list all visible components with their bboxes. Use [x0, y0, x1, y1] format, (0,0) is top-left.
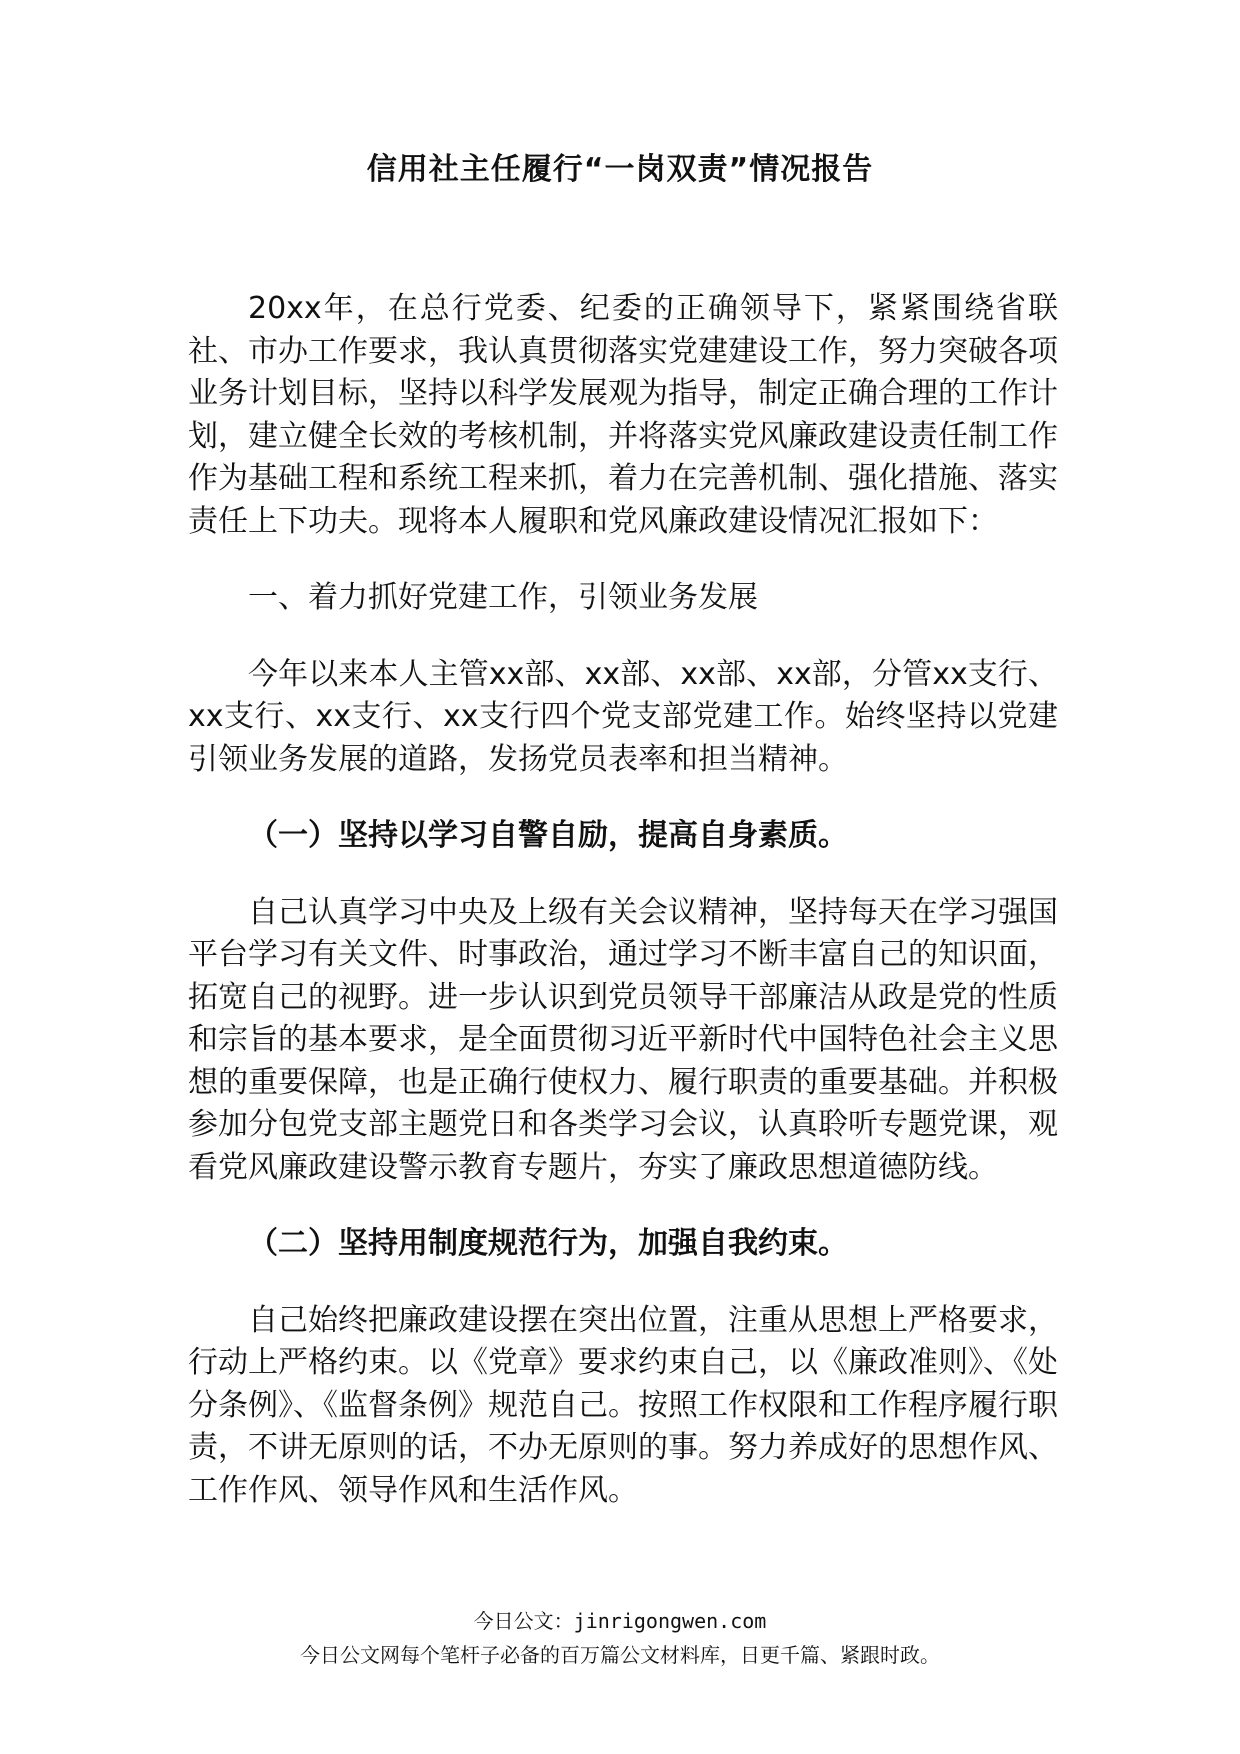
- document-body: [188, 288, 1058, 1512]
- footer-site-url[interactable]: jinrigongwen.com: [573, 1609, 767, 1633]
- section-heading: 一、着力抓好党建工作，引领业务发展: [248, 580, 758, 615]
- subsection-1-paragraph: 自己认真学习中央及上级有关会议精神，坚持每天在学习强国平台学习有关文件、时事政治，通过学习不断丰富自己的知识面，拓宽自己的视野。进一步认识到党员领导干部廉洁从政是党的性质和宗旨的基本要求，是全面贯彻习近平新时代中国特色社会主义思想的重要保障，也是正确行使权力、履行职责的重要基础。并积极参加分包党支部主题党日和各类学习会议，认真聆听专题党课，观看党风廉政建设警示教育专题片，夯实了廉政思想道德防线。: [188, 894, 1058, 1185]
- footer-site: [0, 1606, 1240, 1636]
- footer-tagline: 今日公文网每个笔杆子必备的百万篇公文材料库，日更千篇、紧跟时政。: [300, 1643, 940, 1667]
- intro-paragraph: 20xx年，在总行党委、纪委的正确领导下，紧紧围绕省联社、市办工作要求，我认真贯彻落实党建建设工作，努力突破各项业务计划目标，坚持以科学发展观为指导，制定正确合理的工作计划，建立健全长效的考核机制，并将落实党风廉政建设责任制工作作为基础工程和系统工程来抓，着力在完善机制、强化措施、落实责任上下功夫。现将本人履职和党风廉政建设情况汇报如下：: [188, 291, 1058, 539]
- subheading-2: （二）坚持用制度规范行为，加强自我约束。: [248, 1226, 848, 1261]
- document-title: 信用社主任履行“一岗双责”情况报告: [366, 152, 874, 187]
- footer-site-label: 今日公文：: [473, 1609, 574, 1633]
- subheading-1: （一）坚持以学习自警自励，提高自身素质。: [248, 818, 848, 853]
- section-paragraph: 今年以来本人主管xx部、xx部、xx部、xx部，分管xx支行、xx支行、xx支行、xx支行四个党支部党建工作。始终坚持以党建引领业务发展的道路，发扬党员表率和担当精神。: [188, 656, 1058, 777]
- subsection-2-paragraph: 自己始终把廉政建设摆在突出位置，注重从思想上严格要求，行动上严格约束。以《党章》要求约束自己，以《廉政准则》、《处分条例》、《监督条例》规范自己。按照工作权限和工作程序履行职责，不讲无原则的话，不办无原则的事。努力养成好的思想作风、工作作风、领导作风和生活作风。: [188, 1302, 1058, 1508]
